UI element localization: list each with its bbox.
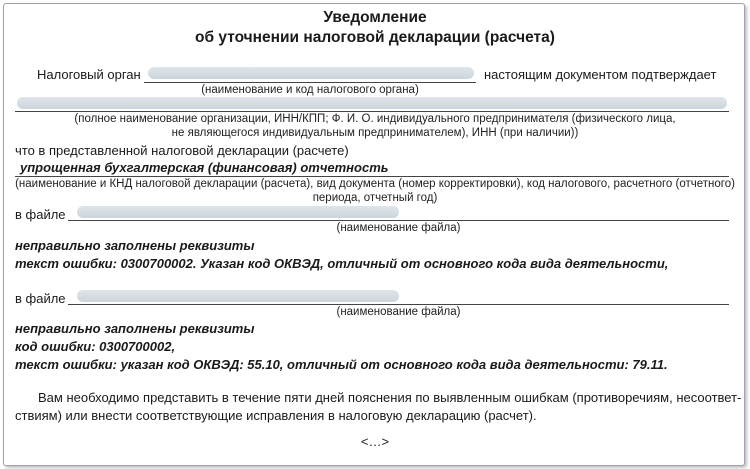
- tax-authority-line: [144, 82, 476, 83]
- file-caption-2: (наименование файла): [336, 306, 461, 318]
- file-name-2-redacted: [77, 290, 399, 302]
- declaration-caption-line1: (наименование и КНД налоговой декларации (расчета), вид документа (номер корректировки), код налогового, расчетного (отчетного): [15, 178, 735, 190]
- confirms-text: настоящим документом подтверждает: [484, 67, 717, 82]
- tax-authority-caption: (наименование и код налогового органа): [201, 84, 419, 96]
- error1-line2: текст ошибки: 0300700002. Указан код ОКВЭД, отличный от основного кода вида деятельности,: [15, 256, 669, 271]
- tax-authority-label: Налоговый орган: [37, 67, 141, 82]
- declaration-caption-line2: периода, отчетный год): [312, 192, 438, 204]
- document-title-line1: Уведомление: [323, 9, 427, 26]
- tax-authority-redacted: [148, 67, 474, 79]
- file-label-2: в файле: [15, 291, 66, 306]
- error2-line1: неправильно заполнены реквизиты: [15, 321, 255, 336]
- file-name-1-redacted: [77, 206, 399, 218]
- document-title-line2: об уточнении налоговой декларации (расчета): [195, 29, 555, 46]
- file-caption-1: (наименование файла): [336, 222, 461, 234]
- declaration-value: упрощенная бухгалтерская (финансовая) отчетность: [20, 160, 389, 175]
- file-line-1: [68, 220, 729, 221]
- declaration-line: [15, 176, 729, 177]
- error1-line1: неправильно заполнены реквизиты: [15, 238, 255, 253]
- taxpayer-line: [15, 111, 729, 112]
- taxpayer-caption-line2: не являющегося индивидуальным предпринимателем), ИНН (при наличии)): [171, 127, 579, 139]
- submitted-text: что в представленной налоговой декларации (расчете): [15, 143, 349, 158]
- file-line-2: [68, 304, 729, 305]
- file-label-1: в файле: [15, 207, 66, 222]
- taxpayer-redacted: [17, 97, 727, 109]
- error2-line2: код ошибки: 0300700002,: [15, 339, 176, 354]
- footer-line2: ствиям) или внести соответствующие исправления в налоговую декларацию (расчет).: [15, 408, 537, 423]
- taxpayer-caption-line1: (полное наименование организации, ИНН/КПП; Ф. И. О. индивидуального предпринимателя (физического лица,: [74, 113, 676, 125]
- footer-line1: Вам необходимо представить в течение пяти дней пояснения по выявленным ошибкам (противоречиям, несоответ-: [38, 390, 742, 405]
- error2-line3: текст ошибки: указан код ОКВЭД: 55.10, отличный от основного кода вида деятельности: 79.11.: [15, 357, 668, 372]
- ellipsis-mark: <…>: [360, 434, 390, 449]
